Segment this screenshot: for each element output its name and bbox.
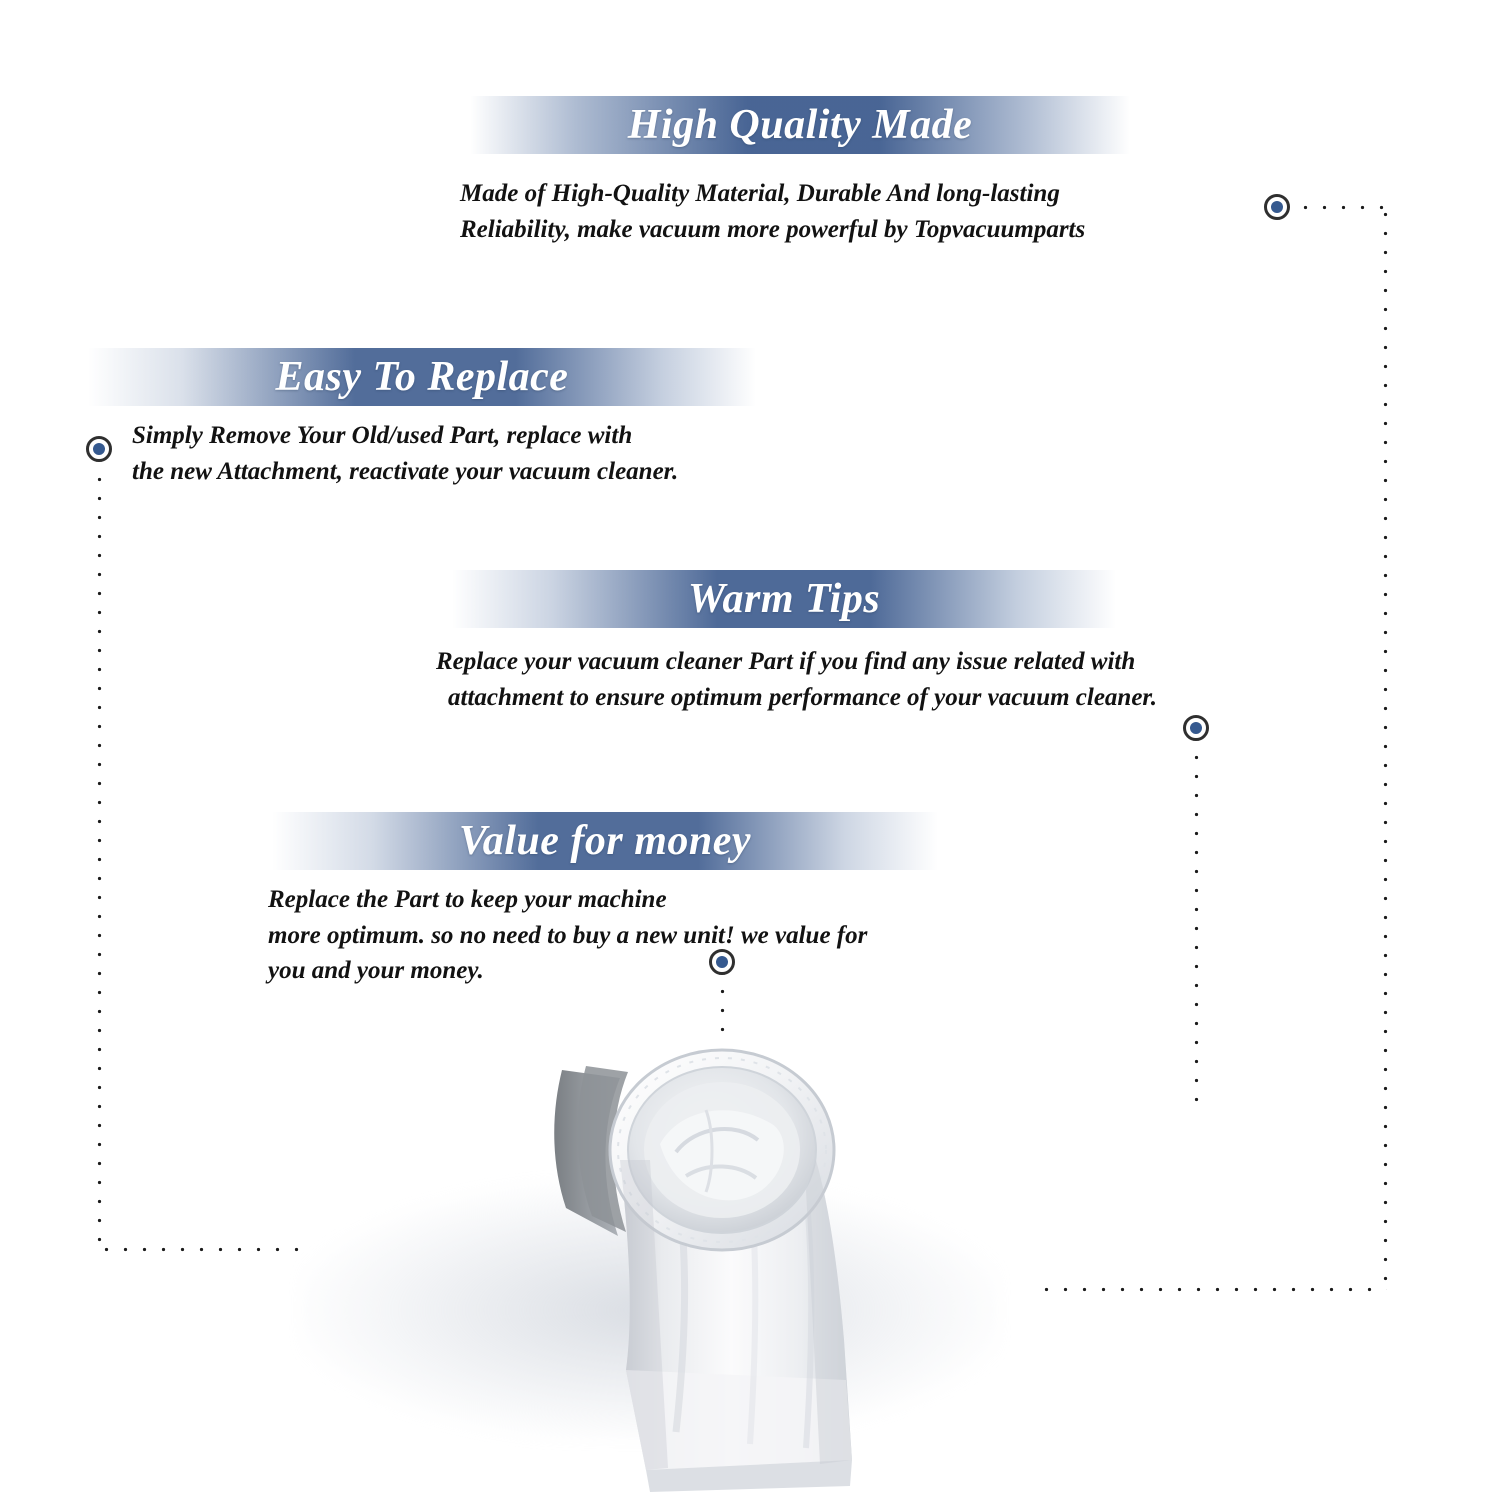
section-body-high-quality-made — [460, 176, 1240, 247]
bullet-easy-to-replace — [86, 436, 112, 462]
product-photo — [500, 1040, 960, 1500]
connector-easy-to-replace-vertical — [97, 470, 102, 1250]
section-heading-value-for-money — [272, 812, 938, 870]
bullet-warm-tips — [1183, 715, 1209, 741]
section-body-value-for-money-line-1: Replace the Part to keep your machine — [268, 886, 667, 913]
section-body-high-quality-made-line-2: Reliability, make vacuum more powerful by Topvacuumparts — [460, 215, 1086, 243]
section-body-value-for-money — [268, 882, 1028, 989]
section-body-warm-tips-line-1: Replace your vacuum cleaner Part if you find any issue related with — [436, 648, 1136, 675]
section-body-high-quality-made-line-1: Made of High-Quality Material, Durable And long-lasting — [460, 180, 1060, 207]
section-heading-value-for-money-label: Value for money — [458, 818, 752, 864]
section-body-easy-to-replace-line-1: Simply Remove Your Old/used Part, replace with — [132, 422, 633, 449]
section-body-easy-to-replace — [132, 418, 892, 489]
connector-easy-to-replace-horizontal — [97, 1247, 302, 1252]
vacuum-dust-bag-illustration — [500, 1040, 960, 1500]
section-body-value-for-money-line-2: more optimum. so no need to buy a new unit! we value for — [268, 921, 868, 949]
connector-high-quality-made-horizontal-bottom — [1037, 1287, 1387, 1292]
bullet-high-quality-made — [1264, 194, 1290, 220]
section-heading-easy-to-replace — [88, 348, 756, 406]
section-heading-warm-tips — [452, 570, 1116, 628]
section-heading-high-quality-made-label: High Quality Made — [627, 102, 973, 148]
section-body-warm-tips-line-2: attachment to ensure optimum performance of your vacuum cleaner. — [448, 683, 1158, 711]
section-heading-high-quality-made — [470, 96, 1130, 154]
section-heading-warm-tips-label: Warm Tips — [687, 576, 881, 622]
connector-high-quality-made-vertical — [1383, 205, 1388, 1290]
connector-high-quality-made-horizontal-top — [1296, 205, 1388, 210]
connector-value-for-money-vertical — [720, 982, 725, 1042]
section-body-warm-tips — [436, 644, 1296, 715]
section-heading-easy-to-replace-label: Easy To Replace — [275, 354, 569, 400]
connector-warm-tips-vertical — [1194, 748, 1199, 1110]
section-body-value-for-money-line-3: you and your money. — [268, 957, 484, 984]
section-body-easy-to-replace-line-2: the new Attachment, reactivate your vacuum cleaner. — [132, 457, 679, 485]
